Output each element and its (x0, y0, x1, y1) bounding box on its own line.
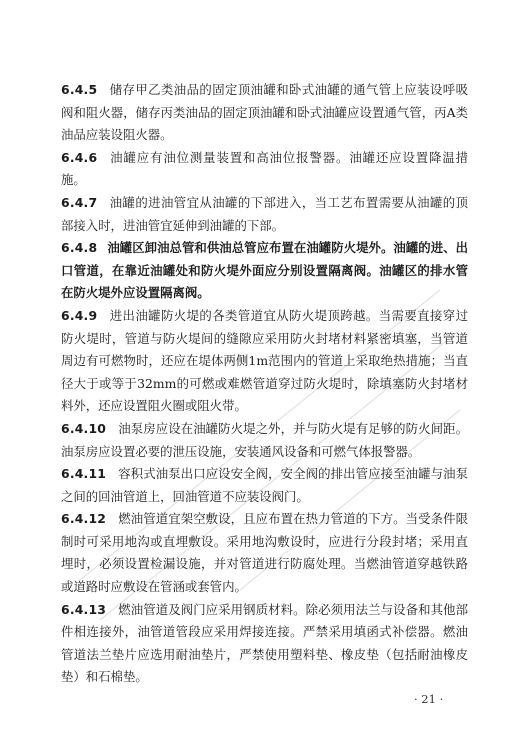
clause-6-4-9 (61, 305, 468, 418)
clause-6-4-13 (61, 599, 468, 689)
clause-text: 储存甲乙类油品的固定顶油罐和卧式油罐的通气管上应装设呼吸阀和阻火器，储存丙类油品的固定顶油罐和卧式油罐应设置通气管，丙A类油品应装设阻火器。 (61, 82, 468, 143)
clause-text: 油罐的进油管宜从油罐的下部进入，当工艺布置需要从油罐的顶部接入时，进油管宜延伸到油罐的下部。 (61, 194, 468, 233)
clause-6-4-12 (61, 508, 468, 598)
clause-text: 燃油管道及阀门应采用钢质材料。除必须用法兰与设备和其他部件相连接外，油管道管段应采用焊接连接。严禁采用填函式补偿器。燃油管道法兰垫片应选用耐油垫片，严禁使用塑料垫、橡皮垫（包括耐油橡皮垫）和石棉垫。 (61, 601, 468, 685)
clause-text: 油泵房应设在油罐防火堤之外，并与防火堤有足够的防火间距。油泵房应设置必要的泄压设施，安装通风设备和可燃气体报警器。 (61, 420, 468, 459)
clause-6-4-6 (61, 147, 468, 192)
clause-number: 6.4.7 (61, 194, 98, 210)
clause-number: 6.4.6 (61, 149, 98, 165)
clause-number: 6.4.9 (61, 307, 98, 323)
clause-text: 容积式油泵出口应设安全阀，安全阀的排出管应接至油罐与油泵之间的回油管道上，回油管道不应装设阀门。 (61, 466, 468, 504)
clause-number: 6.4.11 (61, 466, 107, 482)
clause-number: 6.4.10 (61, 420, 107, 436)
document-page (61, 79, 468, 689)
clause-text: 进出油罐防火堤的各类管道宜从防火堤顶跨越。当需要直接穿过防火堤时，管道与防火堤间的缝隙应采用防火封堵材料紧密填塞，当管道周边有可燃物时，还应在堤体两侧1m范围内的管道上采取绝热措施；当直径大于或等于32mm的可燃或难燃管道穿过防火堤时，除填塞防火封堵材料外，还应设置阻火圈或阻火带。 (61, 307, 468, 414)
page-number: · 21 · (414, 692, 444, 706)
clause-number: 6.4.8 (61, 240, 98, 256)
clause-number: 6.4.5 (61, 82, 98, 97)
clause-text: 油罐应有油位测量装置和高油位报警器。油罐还应设置降温措施。 (61, 149, 468, 188)
clause-6-4-5 (61, 79, 468, 147)
clause-number: 6.4.13 (61, 601, 107, 617)
clause-6-4-11 (61, 463, 468, 508)
clause-text: 燃油管道宜架空敷设，且应布置在热力管道的下方。当受条件限制时可采用地沟或直埋敷设。采用地沟敷设时，应进行分段封堵；采用直埋时，必须设置检漏设施，并对管道进行防腐处理。当燃油管道穿越铁路或道路时应敷设在管涵或套管内。 (61, 511, 468, 595)
clause-6-4-8 (61, 237, 468, 305)
clause-6-4-7 (61, 192, 468, 237)
clause-text: 油罐区卸油总管和供油总管应布置在油罐防火堤外。油罐的进、出口管道，在靠近油罐处和防火堤外面应分别设置隔离阀。油罐区的排水管在防火堤外应设置隔离阀。 (61, 240, 468, 301)
clause-number: 6.4.12 (61, 511, 107, 527)
clause-6-4-10 (61, 418, 468, 463)
